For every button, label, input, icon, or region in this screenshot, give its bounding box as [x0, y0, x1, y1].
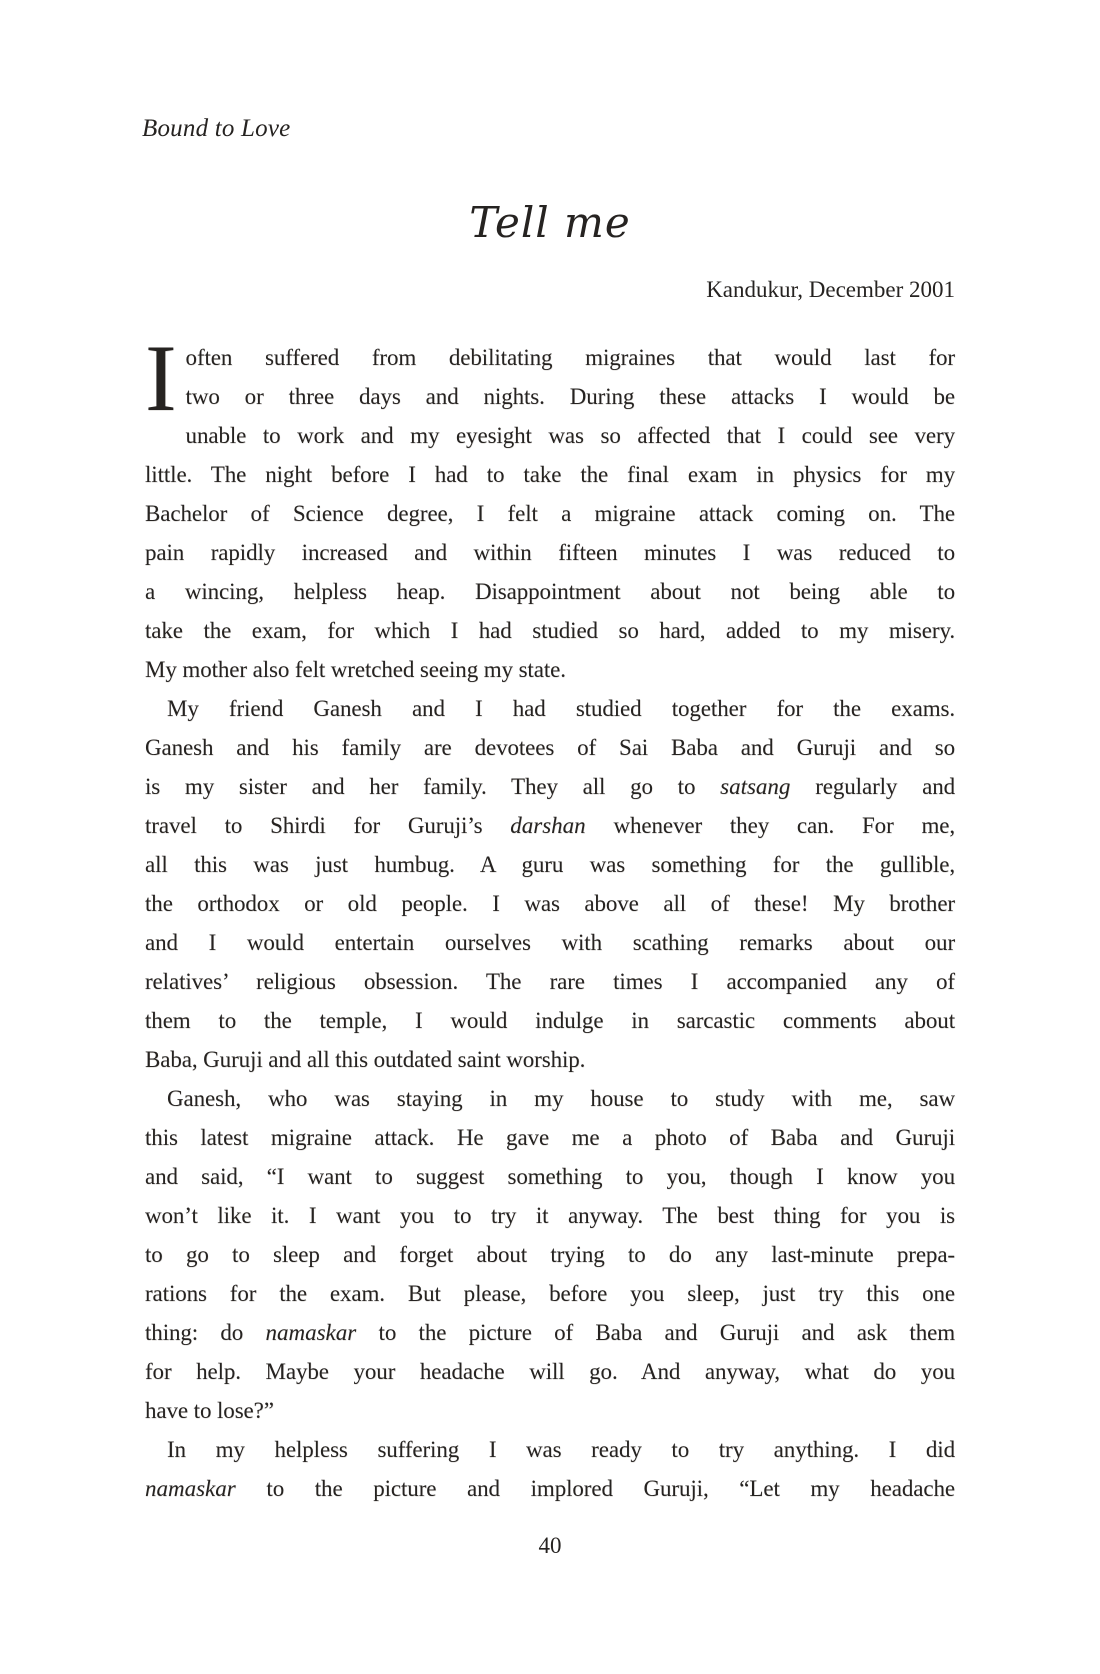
text-line: pain rapidly increased and within fifteen minutes I was reduced to — [145, 540, 955, 565]
text-line: and I would entertain ourselves with scathing remarks about our — [145, 930, 955, 955]
running-head: Bound to Love — [142, 115, 291, 142]
text-line: My mother also felt wretched seeing my state. — [145, 657, 566, 682]
text-line: Baba, Guruji and all this outdated saint worship. — [145, 1047, 586, 1072]
text-line: thing: do namaskar to the picture of Baba and Guruji and ask them — [145, 1320, 955, 1345]
text-line: take the exam, for which I had studied so hard, added to my misery. — [145, 618, 955, 643]
text-line: little. The night before I had to take the final exam in physics for my — [145, 462, 955, 487]
text-line: and said, “I want to suggest something to you, though I know you — [145, 1164, 955, 1189]
text-line: a wincing, helpless heap. Disappointment about not being able to — [145, 579, 955, 604]
text-line: for help. Maybe your headache will go. And anyway, what do you — [145, 1359, 955, 1384]
text-line: to go to sleep and forget about trying to do any last-minute prepa- — [145, 1242, 955, 1267]
drop-cap: I — [145, 325, 177, 431]
text-line: namaskar to the picture and implored Guruji, “Let my headache — [145, 1476, 955, 1501]
text-line: have to lose?” — [145, 1398, 274, 1423]
body-text — [145, 325, 956, 1508]
text-line: In my helpless suffering I was ready to try anything. I did — [167, 1437, 955, 1462]
paragraph — [145, 325, 955, 689]
text-line: travel to Shirdi for Guruji’s darshan whenever they can. For me, — [145, 813, 956, 838]
text-line: relatives’ religious obsession. The rare times I accompanied any of — [145, 969, 955, 994]
page-number: 40 — [538, 1533, 562, 1558]
text-line: is my sister and her family. They all go to satsang regularly and — [145, 774, 955, 799]
text-line: the orthodox or old people. I was above all of these! My brother — [145, 891, 955, 916]
text-line: unable to work and my eyesight was so affected that I could see very — [185, 423, 955, 448]
text-line: Ganesh and his family are devotees of Sai Baba and Guruji and so — [145, 735, 955, 760]
text-line: Ganesh, who was staying in my house to study with me, saw — [167, 1086, 955, 1111]
text-line: rations for the exam. But please, before you sleep, just try this one — [145, 1281, 955, 1306]
text-line: them to the temple, I would indulge in sarcastic comments about — [145, 1008, 955, 1033]
text-line: often suffered from debilitating migraines that would last for — [185, 345, 955, 370]
text-line: this latest migraine attack. He gave me a photo of Baba and Guruji — [145, 1125, 955, 1150]
paragraph — [145, 689, 955, 1079]
dateline: Kandukur, December 2001 — [706, 277, 955, 302]
chapter-title: Tell me — [469, 198, 631, 247]
text-line: won’t like it. I want you to try it anyway. The best thing for you is — [145, 1203, 955, 1228]
paragraph — [145, 1079, 955, 1430]
text-line: My friend Ganesh and I had studied together for the exams. — [167, 696, 955, 721]
text-line: two or three days and nights. During these attacks I would be — [185, 384, 955, 409]
text-line: Bachelor of Science degree, I felt a migraine attack coming on. The — [145, 501, 955, 526]
paragraph — [145, 1430, 955, 1508]
text-line: all this was just humbug. A guru was something for the gullible, — [145, 852, 955, 877]
